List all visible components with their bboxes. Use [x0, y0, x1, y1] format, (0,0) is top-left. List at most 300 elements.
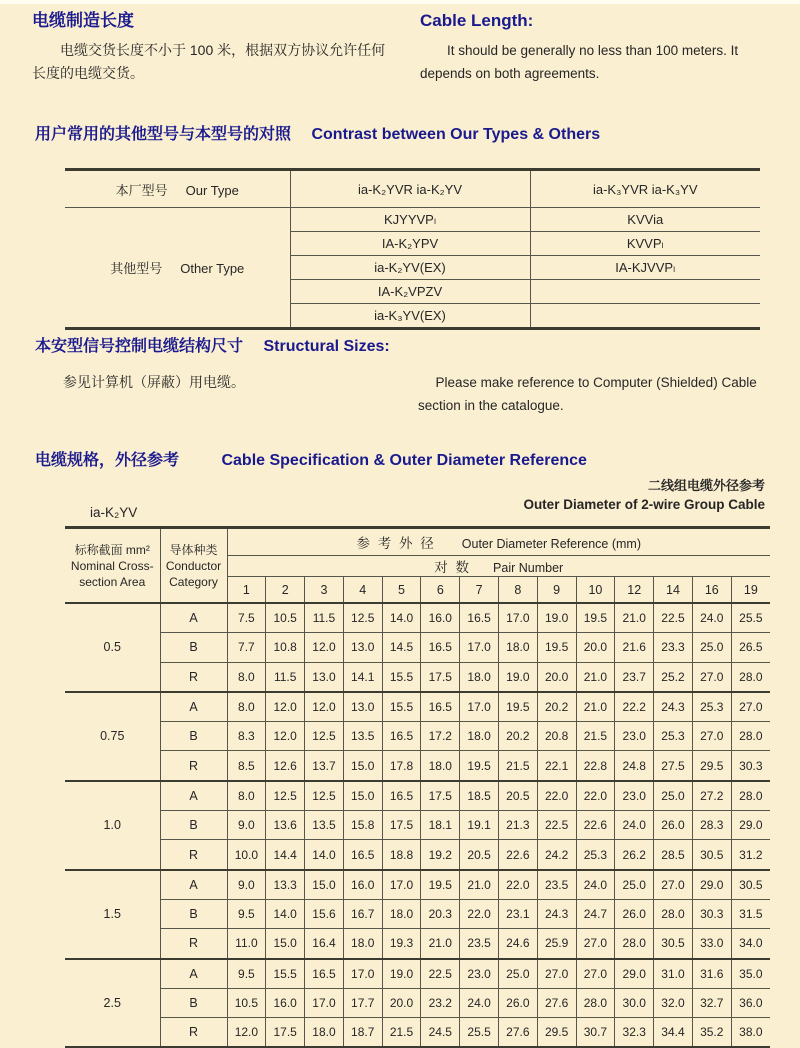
- our-type-cell: ia-K₃YVR ia-K₃YV: [530, 170, 760, 208]
- other-type-label-en: Other Type: [180, 261, 245, 276]
- od-value-cell: 13.0: [343, 633, 382, 662]
- od-value-cell: 26.0: [498, 988, 537, 1017]
- od-value-cell: 27.0: [576, 959, 615, 989]
- od-value-cell: 16.0: [266, 988, 305, 1017]
- conductor-category-cell: A: [160, 781, 227, 811]
- conductor-category-cell: R: [160, 751, 227, 781]
- contrast-heading-zh: 用户常用的其他型号与本型号的对照: [35, 126, 292, 143]
- conductor-category-cell: B: [160, 899, 227, 928]
- od-value-cell: 12.5: [343, 603, 382, 633]
- our-type-cell: ia-K₂YVR ia-K₂YV: [290, 170, 530, 208]
- spec-right-note-en: Outer Diameter of 2-wire Group Cable: [523, 497, 765, 512]
- page-edge: [0, 0, 800, 4]
- pair-number-header: [227, 556, 770, 577]
- od-value-cell: 14.5: [382, 633, 421, 662]
- od-value-cell: 25.5: [731, 603, 770, 633]
- od-value-cell: 13.6: [266, 811, 305, 840]
- od-value-cell: 18.5: [460, 781, 499, 811]
- od-value-cell: 26.5: [731, 633, 770, 662]
- header-line: 导体种类: [169, 542, 218, 557]
- spec-table-row: [65, 1018, 770, 1048]
- contrast-heading-en: Contrast between Our Types & Others: [311, 126, 601, 143]
- header-line: section Area: [79, 574, 146, 589]
- od-value-cell: 27.6: [537, 988, 576, 1017]
- od-value-cell: 21.5: [576, 722, 615, 751]
- conductor-category-cell: R: [160, 1018, 227, 1048]
- od-value-cell: 32.7: [692, 988, 731, 1017]
- od-value-cell: 27.0: [692, 662, 731, 692]
- section-type-contrast: [0, 124, 800, 330]
- od-value-cell: 11.0: [227, 929, 266, 959]
- cable-length-title-en: Cable Length:: [420, 11, 534, 30]
- header-line: Conductor: [165, 558, 222, 573]
- od-value-cell: 16.0: [343, 870, 382, 900]
- od-value-cell: 31.5: [731, 899, 770, 928]
- od-value-cell: 24.6: [498, 929, 537, 959]
- other-type-cell: ia-K₂YV(EX): [290, 256, 530, 280]
- od-value-cell: 8.0: [227, 692, 266, 722]
- od-value-cell: 20.0: [576, 633, 615, 662]
- other-type-label-cell: [65, 208, 290, 329]
- od-value-cell: 8.5: [227, 751, 266, 781]
- od-value-cell: 20.5: [498, 781, 537, 811]
- od-value-cell: 19.3: [382, 929, 421, 959]
- pair-number-cell: 4: [343, 577, 382, 604]
- od-value-cell: 16.5: [421, 692, 460, 722]
- od-value-cell: 20.2: [537, 692, 576, 722]
- od-value-cell: 33.0: [692, 929, 731, 959]
- od-value-cell: 26.0: [615, 899, 654, 928]
- od-value-cell: 28.0: [731, 781, 770, 811]
- od-value-cell: 17.5: [266, 1018, 305, 1048]
- spec-table-row: [65, 662, 770, 692]
- other-type-label-zh: 其他型号: [110, 261, 163, 276]
- od-value-cell: 31.2: [731, 840, 770, 870]
- table-row: [65, 528, 770, 556]
- od-value-cell: 22.5: [421, 959, 460, 989]
- pair-number-cell: 10: [576, 577, 615, 604]
- od-value-cell: 27.5: [654, 751, 693, 781]
- od-value-cell: 12.5: [305, 781, 344, 811]
- od-value-cell: 22.5: [537, 811, 576, 840]
- od-value-cell: 14.0: [305, 840, 344, 870]
- cable-type-label: ia-K₂YV: [90, 505, 138, 520]
- spec-table-row: [65, 751, 770, 781]
- od-value-cell: 19.5: [498, 692, 537, 722]
- od-value-cell: 31.6: [692, 959, 731, 989]
- od-value-cell: 11.5: [305, 603, 344, 633]
- od-value-cell: 9.0: [227, 870, 266, 900]
- od-value-cell: 23.0: [615, 781, 654, 811]
- od-value-cell: 14.0: [382, 603, 421, 633]
- od-value-cell: 31.0: [654, 959, 693, 989]
- od-value-cell: 24.0: [460, 988, 499, 1017]
- od-value-cell: 25.0: [692, 633, 731, 662]
- od-value-cell: 9.5: [227, 899, 266, 928]
- cable-length-body-zh: 电缆交货长度不小于 100 米，根据双方协议允许任何长度的电缆交货。: [32, 42, 386, 81]
- od-value-cell: 21.0: [576, 662, 615, 692]
- spec-table-body: [65, 603, 770, 1048]
- conductor-category-cell: B: [160, 988, 227, 1017]
- od-value-cell: 18.0: [498, 633, 537, 662]
- other-type-cell: KJYYVPₗ: [290, 208, 530, 232]
- pair-number-cell: 19: [731, 577, 770, 604]
- conductor-category-cell: B: [160, 633, 227, 662]
- od-header-en: Outer Diameter Reference (mm): [461, 537, 641, 551]
- nominal-size-cell: 1.0: [65, 781, 160, 870]
- od-value-cell: 13.0: [343, 692, 382, 722]
- od-value-cell: 30.0: [615, 988, 654, 1017]
- od-value-cell: 28.0: [731, 722, 770, 751]
- conductor-category-cell: R: [160, 840, 227, 870]
- conductor-category-header: [160, 528, 227, 604]
- od-value-cell: 15.0: [343, 751, 382, 781]
- spec-right-note-zh: 二线组电缆外径参考: [647, 478, 765, 493]
- od-value-cell: 23.2: [421, 988, 460, 1017]
- od-value-cell: 26.0: [654, 811, 693, 840]
- pair-number-cell: 7: [460, 577, 499, 604]
- od-value-cell: 9.5: [227, 959, 266, 989]
- od-value-cell: 15.0: [305, 870, 344, 900]
- spec-table-row: [65, 781, 770, 811]
- spec-table: [65, 526, 770, 1048]
- od-value-cell: 21.0: [576, 692, 615, 722]
- od-value-cell: 15.5: [382, 692, 421, 722]
- od-value-cell: 22.0: [498, 870, 537, 900]
- other-type-cell: ia-K₃YV(EX): [290, 304, 530, 329]
- od-value-cell: 29.5: [537, 1018, 576, 1048]
- od-value-cell: 23.1: [498, 899, 537, 928]
- pair-number-cell: 2: [266, 577, 305, 604]
- od-value-cell: 26.2: [615, 840, 654, 870]
- od-value-cell: 19.5: [460, 751, 499, 781]
- other-type-cell: KVVia: [530, 208, 760, 232]
- od-value-cell: 10.5: [227, 988, 266, 1017]
- od-value-cell: 16.4: [305, 929, 344, 959]
- od-value-cell: 14.4: [266, 840, 305, 870]
- od-value-cell: 12.5: [305, 722, 344, 751]
- od-value-cell: 8.0: [227, 662, 266, 692]
- od-value-cell: 23.0: [460, 959, 499, 989]
- spec-right-note: [523, 476, 765, 514]
- od-value-cell: 24.8: [615, 751, 654, 781]
- od-value-cell: 24.0: [576, 870, 615, 900]
- nominal-size-cell: 2.5: [65, 959, 160, 1048]
- od-value-cell: 27.0: [537, 959, 576, 989]
- conductor-category-cell: A: [160, 959, 227, 989]
- structural-body-zh: 参见计算机（屏蔽）用电缆。: [63, 374, 245, 390]
- od-value-cell: 27.0: [576, 929, 615, 959]
- spec-heading: [35, 450, 800, 472]
- nominal-size-cell: 1.5: [65, 870, 160, 959]
- od-value-cell: 13.7: [305, 751, 344, 781]
- header-line: 标称截面 mm²: [74, 542, 150, 557]
- od-value-cell: 17.5: [421, 781, 460, 811]
- od-value-cell: 12.6: [266, 751, 305, 781]
- spec-table-row: [65, 722, 770, 751]
- pair-number-cell: 9: [537, 577, 576, 604]
- od-value-cell: 29.0: [692, 870, 731, 900]
- od-value-cell: 16.7: [343, 899, 382, 928]
- spec-table-row: [65, 692, 770, 722]
- od-value-cell: 19.1: [460, 811, 499, 840]
- od-value-cell: 24.7: [576, 899, 615, 928]
- other-type-cell: IA-K₂YPV: [290, 232, 530, 256]
- spec-table-row: [65, 959, 770, 989]
- od-value-cell: 12.0: [305, 692, 344, 722]
- od-value-cell: 28.3: [692, 811, 731, 840]
- cable-length-en-column: [420, 10, 768, 85]
- od-value-cell: 25.0: [498, 959, 537, 989]
- our-type-label-zh: 本厂型号: [115, 182, 168, 198]
- spec-table-row: [65, 929, 770, 959]
- od-value-cell: 16.5: [421, 633, 460, 662]
- od-value-cell: 11.5: [266, 662, 305, 692]
- od-value-cell: 28.0: [615, 929, 654, 959]
- od-value-cell: 20.3: [421, 899, 460, 928]
- od-value-cell: 29.0: [731, 811, 770, 840]
- od-value-cell: 18.0: [421, 751, 460, 781]
- od-value-cell: 19.0: [537, 603, 576, 633]
- od-value-cell: 16.5: [343, 840, 382, 870]
- contrast-heading: [35, 124, 800, 146]
- other-type-cell: IA-K₂VPZV: [290, 280, 530, 304]
- od-value-cell: 17.0: [305, 988, 344, 1017]
- od-value-cell: 20.8: [537, 722, 576, 751]
- pair-number-cell: 12: [615, 577, 654, 604]
- od-value-cell: 16.5: [382, 781, 421, 811]
- header-line: Category: [169, 574, 218, 589]
- table-row: [65, 170, 760, 208]
- od-value-cell: 32.0: [654, 988, 693, 1017]
- od-value-cell: 15.0: [343, 781, 382, 811]
- od-value-cell: 18.1: [421, 811, 460, 840]
- od-value-cell: 17.0: [460, 633, 499, 662]
- pair-number-cell: 6: [421, 577, 460, 604]
- od-value-cell: 13.3: [266, 870, 305, 900]
- od-value-cell: 27.0: [692, 722, 731, 751]
- od-value-cell: 17.0: [460, 692, 499, 722]
- od-value-cell: 10.8: [266, 633, 305, 662]
- od-value-cell: 20.0: [382, 988, 421, 1017]
- od-value-cell: 22.6: [498, 840, 537, 870]
- od-value-cell: 21.0: [615, 603, 654, 633]
- od-value-cell: 24.2: [537, 840, 576, 870]
- outer-diameter-reference-header: [227, 528, 770, 556]
- conductor-category-cell: A: [160, 870, 227, 900]
- od-value-cell: 22.8: [576, 751, 615, 781]
- pair-number-cell: 3: [305, 577, 344, 604]
- od-value-cell: 12.0: [266, 692, 305, 722]
- od-value-cell: 27.2: [692, 781, 731, 811]
- od-value-cell: 14.1: [343, 662, 382, 692]
- od-value-cell: 18.0: [460, 662, 499, 692]
- nominal-size-cell: 0.5: [65, 603, 160, 692]
- spec-table-row: [65, 899, 770, 928]
- od-value-cell: 21.0: [421, 929, 460, 959]
- od-value-cell: 16.5: [382, 722, 421, 751]
- cable-length-body-en: It should be generally no less than 100 meters. It depends on both agreements.: [420, 43, 739, 81]
- spec-table-row: [65, 633, 770, 662]
- od-value-cell: 23.5: [537, 870, 576, 900]
- other-type-cell: KVVPₗ: [530, 232, 760, 256]
- cable-length-zh-column: [32, 10, 398, 85]
- od-value-cell: 24.0: [615, 811, 654, 840]
- od-value-cell: 30.5: [654, 929, 693, 959]
- od-value-cell: 19.2: [421, 840, 460, 870]
- od-value-cell: 15.8: [343, 811, 382, 840]
- structural-body-en: Please make reference to Computer (Shielded) Cable section in the catalogue.: [418, 375, 757, 413]
- pair-number-cell: 14: [654, 577, 693, 604]
- od-value-cell: 30.3: [731, 751, 770, 781]
- od-value-cell: 28.5: [654, 840, 693, 870]
- spec-table-row: [65, 603, 770, 633]
- od-value-cell: 35.0: [731, 959, 770, 989]
- od-value-cell: 12.0: [266, 722, 305, 751]
- od-value-cell: 19.5: [576, 603, 615, 633]
- section-cable-length: [0, 10, 800, 85]
- other-type-cell: [530, 280, 760, 304]
- od-value-cell: 21.0: [460, 870, 499, 900]
- od-value-cell: 15.5: [382, 662, 421, 692]
- pair-number-cell: 1: [227, 577, 266, 604]
- pair-header-en: Pair Number: [493, 561, 564, 575]
- od-value-cell: 25.2: [654, 662, 693, 692]
- od-value-cell: 22.5: [654, 603, 693, 633]
- pair-number-cell: 5: [382, 577, 421, 604]
- cable-length-title-zh: 电缆制造长度: [32, 11, 134, 30]
- od-value-cell: 15.6: [305, 899, 344, 928]
- od-value-cell: 16.5: [305, 959, 344, 989]
- od-value-cell: 22.2: [615, 692, 654, 722]
- od-value-cell: 24.5: [421, 1018, 460, 1048]
- od-value-cell: 10.0: [227, 840, 266, 870]
- types-contrast-table: [65, 168, 760, 330]
- od-value-cell: 9.0: [227, 811, 266, 840]
- od-value-cell: 18.0: [460, 722, 499, 751]
- od-value-cell: 22.0: [537, 781, 576, 811]
- od-value-cell: 12.0: [305, 633, 344, 662]
- od-value-cell: 20.2: [498, 722, 537, 751]
- od-value-cell: 18.0: [343, 929, 382, 959]
- od-value-cell: 15.0: [266, 929, 305, 959]
- od-value-cell: 19.0: [382, 959, 421, 989]
- od-value-cell: 25.5: [460, 1018, 499, 1048]
- od-value-cell: 28.0: [576, 988, 615, 1017]
- od-value-cell: 7.7: [227, 633, 266, 662]
- od-value-cell: 13.0: [305, 662, 344, 692]
- pair-header-zh: 对 数: [434, 560, 472, 575]
- table-row: [65, 208, 760, 232]
- od-value-cell: 21.3: [498, 811, 537, 840]
- od-value-cell: 29.5: [692, 751, 731, 781]
- od-value-cell: 29.0: [615, 959, 654, 989]
- conductor-category-cell: B: [160, 722, 227, 751]
- od-value-cell: 21.5: [382, 1018, 421, 1048]
- our-type-label-cell: [65, 170, 290, 208]
- od-value-cell: 7.5: [227, 603, 266, 633]
- structural-heading-zh: 本安型信号控制电缆结构尺寸: [35, 338, 244, 355]
- od-value-cell: 18.0: [305, 1018, 344, 1048]
- od-value-cell: 18.0: [382, 899, 421, 928]
- pair-number-cell: 16: [692, 577, 731, 604]
- od-value-cell: 25.3: [576, 840, 615, 870]
- pair-number-cell: 8: [498, 577, 537, 604]
- od-value-cell: 20.0: [537, 662, 576, 692]
- od-value-cell: 22.6: [576, 811, 615, 840]
- od-value-cell: 32.3: [615, 1018, 654, 1048]
- od-value-cell: 25.3: [654, 722, 693, 751]
- spec-table-row: [65, 811, 770, 840]
- od-value-cell: 14.0: [266, 899, 305, 928]
- od-value-cell: 16.0: [421, 603, 460, 633]
- nominal-cross-section-header: [65, 528, 160, 604]
- od-value-cell: 19.0: [498, 662, 537, 692]
- od-value-cell: 17.7: [343, 988, 382, 1017]
- od-value-cell: 24.3: [537, 899, 576, 928]
- conductor-category-cell: A: [160, 603, 227, 633]
- spec-table-row: [65, 840, 770, 870]
- od-value-cell: 21.5: [498, 751, 537, 781]
- spec-heading-en: Cable Specification & Outer Diameter Reference: [221, 452, 587, 469]
- conductor-category-cell: R: [160, 929, 227, 959]
- od-value-cell: 10.5: [266, 603, 305, 633]
- od-value-cell: 17.5: [382, 811, 421, 840]
- od-value-cell: 16.5: [460, 603, 499, 633]
- od-value-cell: 22.0: [460, 899, 499, 928]
- od-value-cell: 30.5: [731, 870, 770, 900]
- spec-heading-zh: 电缆规格，外径参考: [35, 452, 180, 469]
- od-value-cell: 27.0: [731, 692, 770, 722]
- od-value-cell: 24.3: [654, 692, 693, 722]
- od-value-cell: 8.0: [227, 781, 266, 811]
- our-type-label-en: Our Type: [185, 182, 239, 198]
- od-value-cell: 17.5: [421, 662, 460, 692]
- od-header-zh: 参 考 外 径: [356, 536, 436, 551]
- od-value-cell: 19.5: [537, 633, 576, 662]
- od-value-cell: 24.0: [692, 603, 731, 633]
- od-value-cell: 17.8: [382, 751, 421, 781]
- od-value-cell: 23.0: [615, 722, 654, 751]
- od-value-cell: 30.7: [576, 1018, 615, 1048]
- od-value-cell: 34.0: [731, 929, 770, 959]
- spec-table-row: [65, 988, 770, 1017]
- od-value-cell: 25.0: [654, 781, 693, 811]
- od-value-cell: 8.3: [227, 722, 266, 751]
- od-value-cell: 17.0: [382, 870, 421, 900]
- od-value-cell: 30.3: [692, 899, 731, 928]
- od-value-cell: 17.2: [421, 722, 460, 751]
- od-value-cell: 12.0: [227, 1018, 266, 1048]
- od-value-cell: 15.5: [266, 959, 305, 989]
- section-spec-table: [0, 450, 800, 1048]
- od-value-cell: 22.0: [576, 781, 615, 811]
- od-value-cell: 27.0: [654, 870, 693, 900]
- conductor-category-cell: A: [160, 692, 227, 722]
- od-value-cell: 13.5: [305, 811, 344, 840]
- structural-heading-en: Structural Sizes:: [263, 338, 390, 355]
- spec-meta-row: [35, 476, 765, 522]
- od-value-cell: 18.7: [343, 1018, 382, 1048]
- od-value-cell: 27.6: [498, 1018, 537, 1048]
- od-value-cell: 28.0: [731, 662, 770, 692]
- od-value-cell: 35.2: [692, 1018, 731, 1048]
- od-value-cell: 18.8: [382, 840, 421, 870]
- nominal-size-cell: 0.75: [65, 692, 160, 781]
- od-value-cell: 25.0: [615, 870, 654, 900]
- od-value-cell: 20.5: [460, 840, 499, 870]
- od-value-cell: 17.0: [343, 959, 382, 989]
